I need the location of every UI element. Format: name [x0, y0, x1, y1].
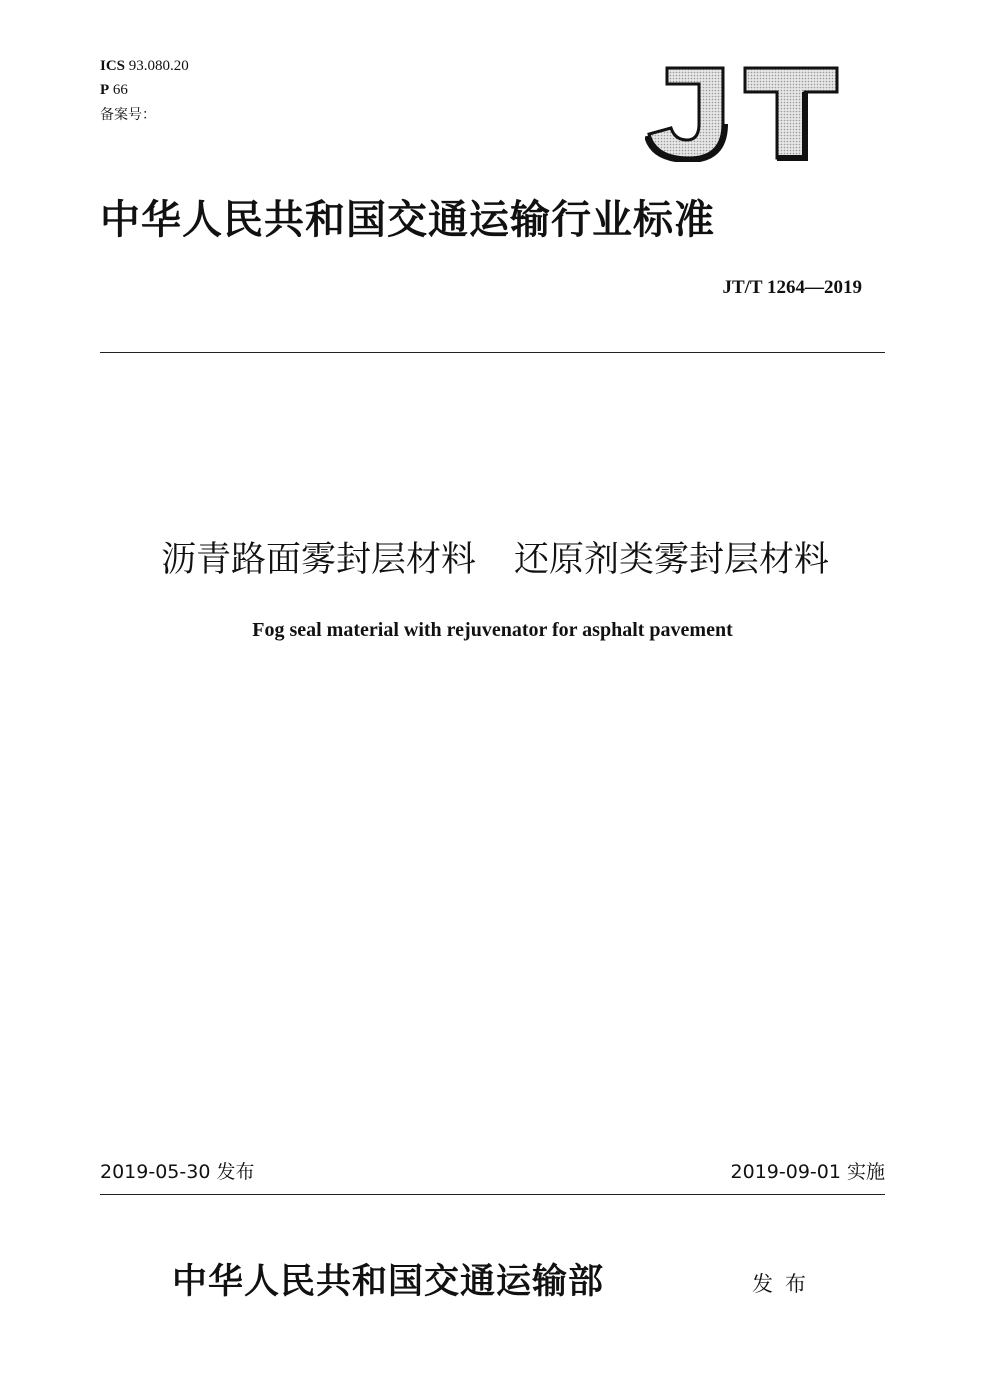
p-value: 66 [112, 82, 128, 98]
issue-word: 发布 [752, 1272, 818, 1296]
filing-number-label: 备案号： [100, 107, 156, 123]
standard-number: JT/T 1264—2019 [722, 277, 862, 298]
logo-letter-j [647, 68, 725, 160]
title-cn-part2: 还原剂类雾封层材料 [514, 540, 830, 580]
p-label: P [100, 82, 110, 98]
document-title-cn [100, 530, 890, 590]
ics-value: 93.080.20 [128, 58, 189, 74]
ics-code [100, 57, 189, 75]
title-cn-part1: 沥青路面雾封层材料 [160, 540, 476, 580]
top-divider [100, 352, 885, 353]
jt-logo [645, 62, 840, 162]
issue-date: 2019-05-30 发布 [100, 1161, 255, 1183]
implementation-date: 2019-09-01 实施 [730, 1161, 885, 1183]
issuing-authority: 中华人民共和国交通运输部 [172, 1261, 605, 1302]
ics-label: ICS [100, 58, 126, 74]
logo-letter-t [745, 68, 837, 158]
p-code [100, 81, 128, 99]
document-title-en: Fog seal material with rejuvenator for asphalt pavement [252, 619, 733, 641]
industry-standard-title: 中华人民共和国交通运输行业标准 [100, 196, 715, 243]
bottom-divider [100, 1194, 885, 1195]
